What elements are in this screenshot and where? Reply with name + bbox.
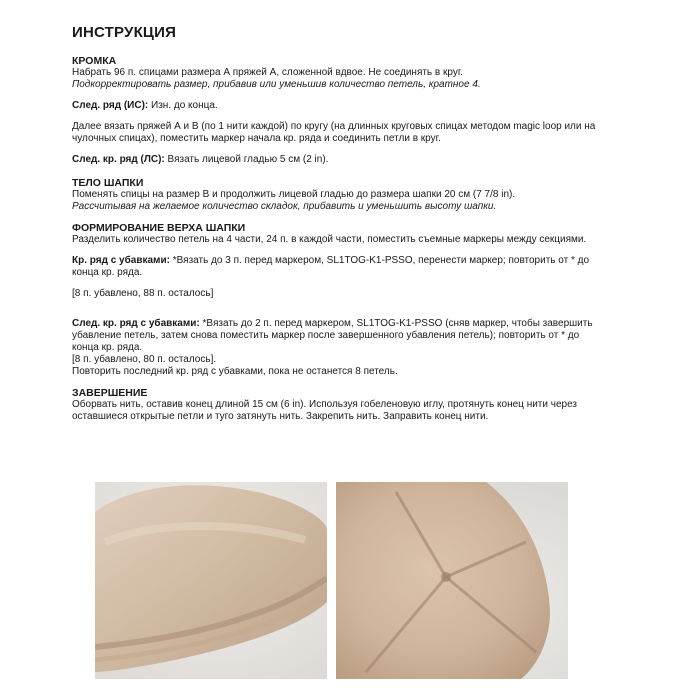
page-title: ИНСТРУКЦИЯ — [72, 24, 177, 41]
hat-brim-photo — [95, 482, 327, 679]
crown-decrease-row-2-cont-2: конца кр. ряда. — [72, 342, 143, 353]
edge-row-1 — [72, 100, 632, 112]
body-line-1: Поменять спицы на размер В и продолжить лицевой гладью до размера шапки 20 см (7 7/8 in). — [72, 189, 516, 200]
crown-decrease-row-2 — [72, 318, 632, 330]
edge-paragraph-line-2: чулочных спицах), поместить маркер начала кр. ряда и соединить петли в круг. — [72, 133, 441, 144]
crown-decrease-row-1 — [72, 255, 632, 267]
crown-repeat: Повторить последний кр. ряд с убавками, пока не останется 8 петель. — [72, 366, 398, 377]
section-heading-body: ТЕЛО ШАПКИ — [72, 177, 144, 189]
edge-line-1: Набрать 96 п. спицами размера А пряжей А, сложенной вдвое. Не соединять в круг. — [72, 67, 464, 78]
row-label: След. кр. ряд с убавками: — [72, 318, 200, 329]
crown-decrease-row-1-cont: конца кр. ряда. — [72, 267, 143, 278]
row-label: Кр. ряд с убавками: — [72, 255, 170, 266]
crown-stitch-count-1: [8 п. убавлено, 88 п. осталось] — [72, 288, 214, 299]
row-text: Изн. до конца. — [148, 100, 218, 111]
instruction-document — [72, 24, 632, 423]
hat-crown-photo — [336, 482, 568, 679]
edge-note: Подкорректировать размер, прибавив или уменьшив количество петель, кратное 4. — [72, 79, 481, 90]
section-heading-crown: ФОРМИРОВАНИЕ ВЕРХА ШАПКИ — [72, 222, 246, 234]
section-heading-edge: КРОМКА — [72, 55, 117, 67]
row-text: Вязать лицевой гладью 5 см (2 in). — [164, 154, 329, 165]
finish-line-1: Оборвать нить, оставив конец длиной 15 см (6 in). Используя гобеленовую иглу, протянуть конец нити через — [72, 399, 577, 410]
body-note: Рассчитывая на желаемое количество складок, прибавить и уменьшить высоту шапки. — [72, 201, 497, 212]
row-label: След. ряд (ИС): — [72, 100, 149, 111]
finish-line-2: оставшиеся открытые петли и туго затянуть нить. Закрепить нить. Заправить конец нити. — [72, 411, 489, 422]
section-heading-finish: ЗАВЕРШЕНИЕ — [72, 387, 148, 399]
crown-decrease-row-2-cont-1: убавление петель, затем снова поместить маркер после завершенного убавления петель); повторить от * до — [72, 330, 580, 341]
row-label: След. кр. ряд (ЛС): — [72, 154, 165, 165]
crown-stitch-count-2: [8 п. убавлено, 80 п. осталось]. — [72, 354, 217, 365]
crown-line-1: Разделить количество петель на 4 части, 24 п. в каждой части, поместить съемные маркеры между секциями. — [72, 234, 587, 245]
edge-paragraph-line-1: Далее вязать пряжей А и В (по 1 нити каждой) по кругу (на длинных круговых спицах методом magic loop или на — [72, 121, 596, 132]
photo-strip — [95, 482, 625, 679]
edge-row-2 — [72, 154, 632, 166]
row-text: *Вязать до 2 п. перед маркером, SL1TOG-K1-PSSO (сняв маркер, чтобы завершить — [199, 318, 593, 329]
row-text: *Вязать до 3 п. перед маркером, SL1TOG-K1-PSSO, перенести маркер; повторить от * до — [169, 255, 590, 266]
